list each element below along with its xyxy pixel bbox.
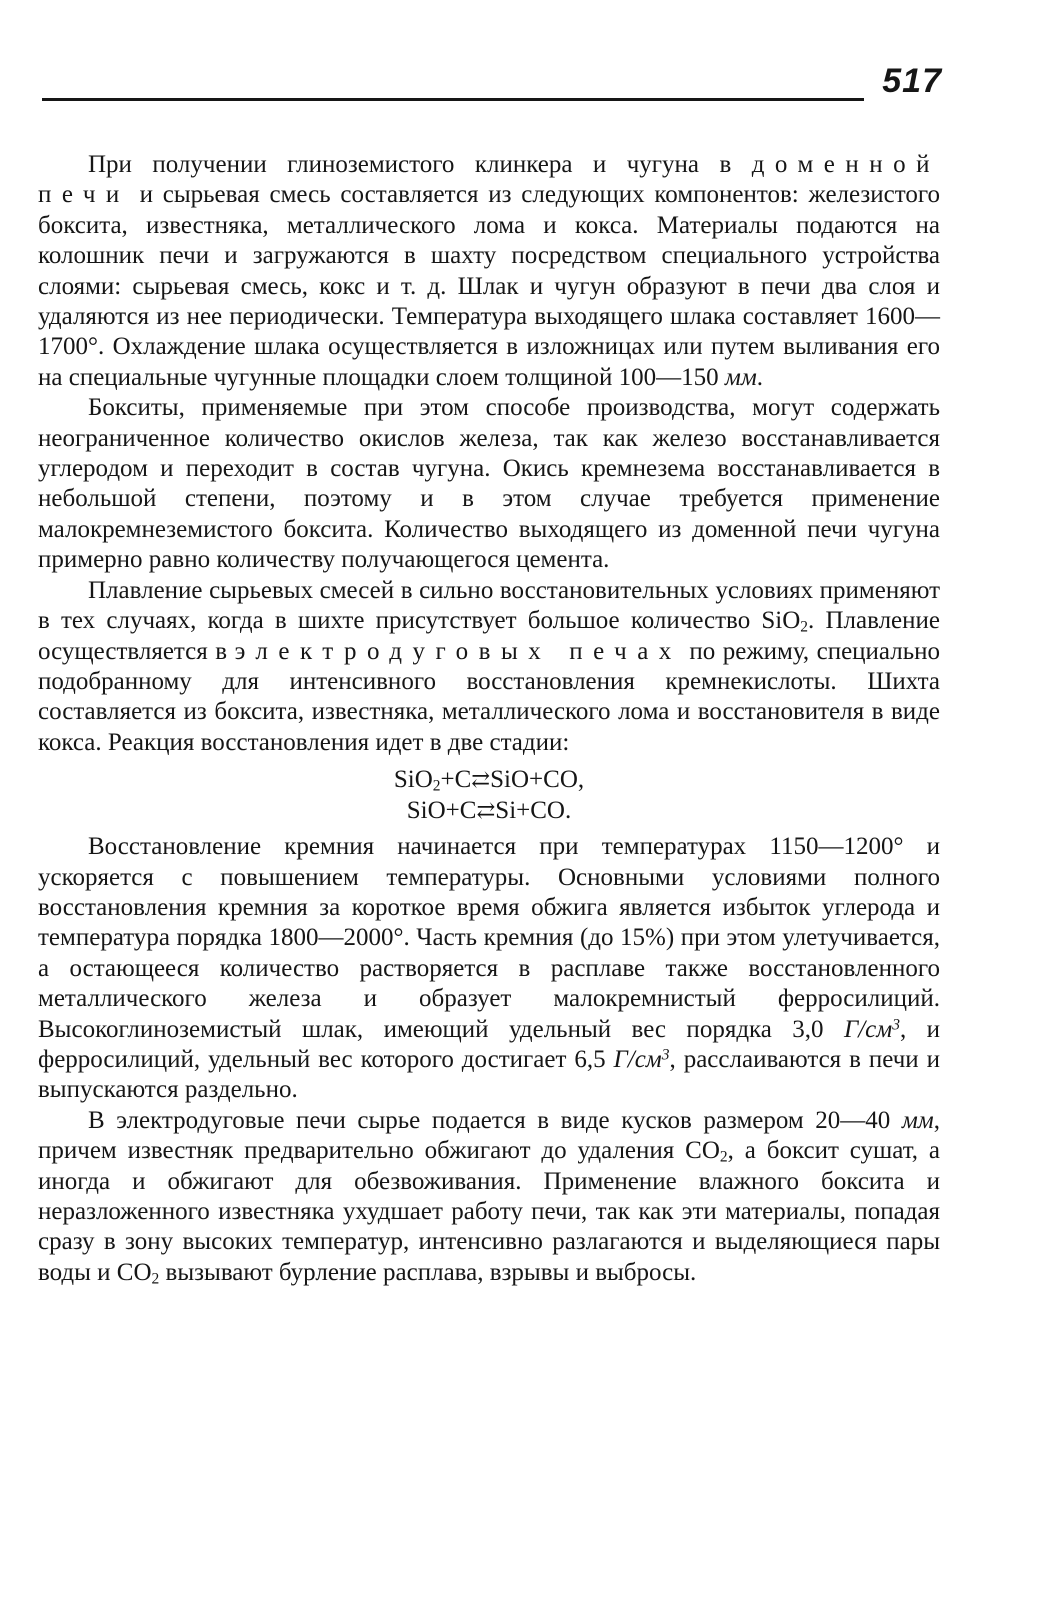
superscript: 3 xyxy=(661,1046,670,1064)
page-number: 517 xyxy=(882,62,942,100)
subscript: 2 xyxy=(719,1148,728,1166)
text-run: вызывают бурление расплава, взрывы и выбросы. xyxy=(159,1258,697,1286)
text-run: Si+CO. xyxy=(495,797,572,825)
subscript: 2 xyxy=(151,1270,160,1288)
paragraph-bauxites: Бокситы, применяемые при этом способе производства, могут содержать неограниченное количество окислов железа, так как железо восстанавливается углеродом и переходит в состав чугуна. Окись кремнезема восстанавливается в небольшой степени, поэтому и в этом случае требуется применение малокремнеземистого боксита. Количество выходящего из доменной печи чугуна примерно равно количеству получающегося цемента. xyxy=(38,394,940,574)
unit-mm: мм xyxy=(724,363,757,391)
text-run: SiO+C xyxy=(406,797,477,825)
equation-1 xyxy=(38,764,940,795)
superscript: 3 xyxy=(892,1015,900,1033)
subscript: 2 xyxy=(800,618,809,636)
text-run: по режиму, специально подобранному для интенсивного восстановления кремнекислоты. Шихта составляется из боксита, известняка, металлического лома и восстановителя в виде кокса. Реакция восстановления идет в две стадии: xyxy=(38,637,940,756)
equation-2 xyxy=(38,795,940,826)
spaced-term: электродуговых печах xyxy=(234,637,682,665)
text-run: , и ферросилиций, удельный вес которого достигает 6,5 xyxy=(38,1015,940,1073)
text-run: , расслаиваются в печи и выпускаются раздельно. xyxy=(38,1045,940,1104)
text-run: , а боксит сушат, а иногда и обжигают для обезвоживания. Применение влажного боксита и неразложенного известняка ухудшает работу печи, так как эти материалы, попадая сразу в зону высоких температур, интенсивно разлагаются и выделяющиеся пары воды и CO xyxy=(38,1137,940,1286)
text-run: При получении глиноземистого клинкера и чугуна в xyxy=(88,151,752,178)
page-header xyxy=(42,62,942,106)
text-run: SiO xyxy=(393,766,433,794)
text-run: SiO+CO, xyxy=(490,766,585,794)
header-rule xyxy=(42,98,864,101)
reaction-equations xyxy=(38,764,940,826)
text-run: , причем известняк предварительно обжигают до удаления CO xyxy=(38,1106,940,1165)
paragraph-silicon-reduction xyxy=(38,832,940,1106)
unit-mm: мм xyxy=(901,1106,934,1134)
text-run: и сырьевая смесь составляется из следующих компонентов: железистого боксита, известняка, металлического лома и кокса. Материалы подаются на колошник печи и загружаются в шахту посредством специального устройства слоями: сырьевая смесь, кокс и т. д. Шлак и чугун образуют в печи два слоя и удаляются из нее периодически. Температура выходящего шлака составляет 1600—1700°. Охлаждение шлака осуществляется в изложницах или путем выливания его на специальные чугунные площадки слоем толщиной 100—150 xyxy=(38,181,940,391)
paragraph-melting xyxy=(38,576,940,758)
text-run: . xyxy=(756,363,764,391)
equilibrium-arrow-icon: ⇄ xyxy=(476,798,496,824)
text-run: . Плавление осуществляется в xyxy=(38,607,941,665)
equilibrium-arrow-icon: ⇄ xyxy=(471,767,491,793)
unit-density: Г/см xyxy=(613,1045,662,1073)
paragraph-blast-furnace xyxy=(38,150,940,393)
body-text xyxy=(38,150,940,1288)
paragraph-raw-materials xyxy=(38,1106,940,1288)
text-run: Восстановление кремния начинается при температурах 1150—1200° и ускоряется с повышением температуры. Основными условиями полного восстановления кремния за короткое время обжига является избыток углерода и температура порядка 1800—2000°. Часть кремния (до 15%) при этом улетучивается, а остающееся количество растворяется в расплаве также восстановленного металлического железа и образует малокремнистый ферросилиций. Высокоглиноземистый шлак, имеющий удельный вес порядка 3,0 xyxy=(38,833,940,1043)
spaced-term: доменной печи xyxy=(38,151,940,209)
unit-density: Г/см xyxy=(843,1015,893,1043)
text-run: В электродуговые печи сырье подается в виде кусков размером 20—40 xyxy=(88,1106,902,1134)
subscript: 2 xyxy=(432,777,441,795)
text-run: +C xyxy=(440,766,472,794)
text-run: Плавление сырьевых смесей в сильно восстановительных условиях применяют в тех случаях, когда в шихте присутствует большое количество SiO xyxy=(38,576,940,635)
